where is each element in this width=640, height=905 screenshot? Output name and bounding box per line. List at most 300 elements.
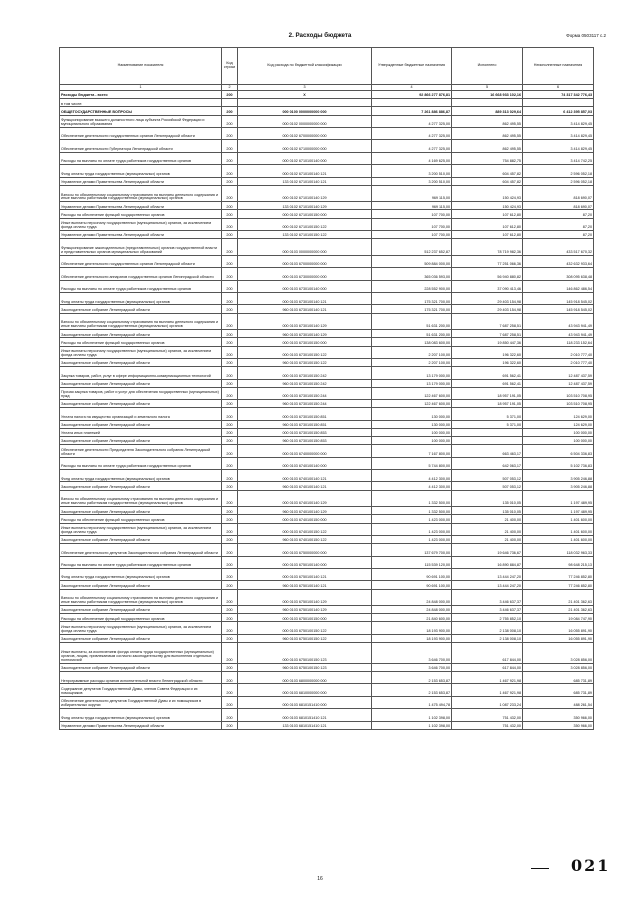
row-name: Расходы на обеспечение функций государственных органов (60, 614, 222, 622)
row-name: Законодательное собрание Ленинградской области (60, 420, 222, 428)
row-remaining (523, 99, 594, 107)
row-name: Иные выплаты, за исключением фонда оплаты труда государственных (муниципальных) органов, лицам, привлекаемым согласно законодательству для выполнения отдельных полномочий (60, 643, 222, 664)
row-line-code: 200 (222, 107, 238, 115)
row-classification-code: 000 0103 6750100150 122 (238, 622, 372, 634)
row-classification-code: 000 0103 6730100150 000 (238, 338, 372, 346)
column-index: 6 (523, 85, 594, 91)
row-classification-code: 000 0103 6740100140 129 (238, 490, 372, 507)
row-approved: 1 423 000,00 (372, 515, 452, 523)
row-classification-code: 000 0103 6810151410 121 (238, 709, 372, 721)
row-name: Закупка товаров, работ, услуг в сфере информационно-коммуникационных технологий (60, 367, 222, 379)
row-remaining: 3 414 829,45 (523, 127, 594, 139)
row-line-code: 200 (222, 140, 238, 152)
table-row (60, 379, 594, 387)
row-executed: 691 562,41 (452, 367, 523, 379)
row-classification-code: 000 0103 6750100150 123 (238, 643, 372, 664)
row-line-code: 200 (222, 672, 238, 684)
table-row (60, 408, 594, 420)
row-classification-code: 960 0103 6730100150 122 (238, 358, 372, 366)
row-executed: 37 090 413,46 (452, 280, 523, 292)
row-approved: 51 631 200,00 (372, 330, 452, 338)
row-executed: 751 432,00 (452, 721, 523, 729)
row-remaining: 2 596 052,18 (523, 177, 594, 185)
table-row (60, 556, 594, 568)
row-classification-code: 960 0103 6730100140 129 (238, 330, 372, 338)
table-row (60, 358, 594, 366)
table-row (60, 445, 594, 457)
row-classification-code: 000 0103 6730100140 000 (238, 280, 372, 292)
row-remaining: 16 055 891,90 (523, 622, 594, 634)
row-remaining: 87,20 (523, 218, 594, 230)
row-name: Законодательное собрание Ленинградской области (60, 581, 222, 589)
table-row (60, 268, 594, 280)
row-name: Уплата налога на имущество организаций и земельного налога (60, 408, 222, 420)
row-classification-code: 000 0102 6710100150 000 (238, 210, 372, 218)
column-header-remaining: Неисполненные назначения (523, 48, 594, 85)
row-line-code: 200 (222, 581, 238, 589)
table-row (60, 614, 594, 622)
row-classification-code: 960 0103 6730100140 121 (238, 305, 372, 313)
row-remaining: 2 010 777,40 (523, 346, 594, 358)
row-name: Расходы на обеспечение функций государственных органов (60, 210, 222, 218)
column-index: 5 (452, 85, 523, 91)
row-remaining: 1 197 489,95 (523, 490, 594, 507)
row-classification-code: 000 0102 6710100140 121 (238, 165, 372, 177)
row-name: Расходы на обеспечение функций государственных органов (60, 338, 222, 346)
table-row (60, 239, 594, 256)
row-remaining: 19 084 747,90 (523, 614, 594, 622)
row-remaining: 87,20 (523, 231, 594, 239)
row-remaining: 432 632 933,64 (523, 255, 594, 267)
table-row (60, 437, 594, 445)
row-name: Иные выплаты персоналу государственных (муниципальных) органов, за исключением фонда оплаты труда (60, 523, 222, 535)
table-row (60, 457, 594, 469)
row-remaining: 21 401 362,63 (523, 606, 594, 614)
row-executed: 107 612,80 (452, 231, 523, 239)
row-remaining: 16 055 891,90 (523, 634, 594, 642)
row-approved: 100 000,00 (372, 437, 452, 445)
row-line-code: 200 (222, 709, 238, 721)
row-classification-code: 960 0103 6750100150 123 (238, 663, 372, 671)
column-header-line-code: Код строки (222, 48, 238, 85)
row-remaining: 685 731,89 (523, 672, 594, 684)
row-classification-code: 000 0103 6730000000 000 (238, 268, 372, 280)
row-approved: 1 102 398,00 (372, 709, 452, 721)
row-remaining: 308 095 638,48 (523, 268, 594, 280)
row-approved: 107 700,00 (372, 218, 452, 230)
row-line-code: 200 (222, 470, 238, 482)
row-executed: 3 446 637,37 (452, 606, 523, 614)
row-line-code: 200 (222, 115, 238, 127)
row-approved: 13 179 000,00 (372, 367, 452, 379)
row-line-code: 200 (222, 268, 238, 280)
row-name: Управление делами Правительства Ленинградской области (60, 231, 222, 239)
row-name: Функционирование законодательных (представительных) органов государственной власти и представительных органов муниципальных образований (60, 239, 222, 256)
row-classification-code: 000 0103 6700000000 000 (238, 255, 372, 267)
row-line-code: 200 (222, 523, 238, 535)
row-line-code: 200 (222, 614, 238, 622)
row-executed: 7 687 258,51 (452, 313, 523, 330)
row-classification-code: 000 0103 6730100150 244 (238, 387, 372, 399)
row-name: Взносы по обязательному социальному страхованию на выплаты денежного содержания и иные выплаты работникам государственных (муниципальных) органов (60, 185, 222, 202)
row-classification-code: 000 0103 6740100140 121 (238, 470, 372, 482)
row-remaining: 118 032 963,33 (523, 544, 594, 556)
row-executed: 196 322,60 (452, 346, 523, 358)
row-approved: 1 475 494,78 (372, 696, 452, 708)
row-approved: 4 169 625,00 (372, 152, 452, 164)
row-remaining: 103 510 708,95 (523, 400, 594, 408)
table-row (60, 115, 594, 127)
row-name: Расходы на обеспечение функций государственных органов (60, 515, 222, 523)
row-approved: 2 207 100,00 (372, 358, 452, 366)
row-name: Законодательное собрание Ленинградской области (60, 482, 222, 490)
row-approved: 3 200 510,00 (372, 177, 452, 185)
row-line-code: 200 (222, 696, 238, 708)
row-remaining: 77 246 852,80 (523, 581, 594, 589)
row-line-code: 200 (222, 515, 238, 523)
row-name: Иные выплаты персоналу государственных (муниципальных) органов, за исключением фонда оплаты труда (60, 218, 222, 230)
row-line-code: 200 (222, 330, 238, 338)
row-executed: 18 957 191,05 (452, 387, 523, 399)
table-row (60, 91, 594, 99)
row-line-code: 200 (222, 379, 238, 387)
row-executed (452, 437, 523, 445)
row-name: Управление делами Правительства Ленинградской области (60, 177, 222, 185)
row-executed (452, 428, 523, 436)
table-row (60, 535, 594, 543)
table-row (60, 185, 594, 202)
row-classification-code: 000 0103 6730100150 851 (238, 408, 372, 420)
row-name: Законодательное собрание Ленинградской области (60, 379, 222, 387)
row-remaining: 145 918 545,02 (523, 305, 594, 313)
row-remaining: 12 487 437,59 (523, 379, 594, 387)
row-name: Фонд оплаты труда государственных (муниципальных) органов (60, 293, 222, 305)
row-executed: 18 957 191,05 (452, 400, 523, 408)
column-index: 4 (372, 85, 452, 91)
row-approved: 100 000,00 (372, 428, 452, 436)
table-row (60, 696, 594, 708)
table-row (60, 663, 594, 671)
row-line-code: 200 (222, 556, 238, 568)
row-line-code: 200 (222, 152, 238, 164)
row-line-code: 200 (222, 721, 238, 729)
row-name: Управление делами Правительства Ленинградской области (60, 721, 222, 729)
row-classification-code: 000 0100 0000000000 000 (238, 107, 372, 115)
row-classification-code: 960 0103 6730100150 851 (238, 420, 372, 428)
row-line-code: 200 (222, 177, 238, 185)
row-approved: 137 679 700,00 (372, 544, 452, 556)
row-classification-code (238, 99, 372, 107)
row-executed: 691 562,41 (452, 379, 523, 387)
row-executed: 107 612,80 (452, 218, 523, 230)
row-executed: 196 322,60 (452, 358, 523, 366)
row-name: Законодательное собрание Ленинградской области (60, 305, 222, 313)
row-approved: 512 237 652,87 (372, 239, 452, 256)
row-approved: 122 467 600,00 (372, 400, 452, 408)
row-line-code: 200 (222, 293, 238, 305)
row-executed: 3 446 637,37 (452, 589, 523, 606)
row-classification-code: 000 0103 6750100140 121 (238, 568, 372, 580)
row-approved: 1 423 000,00 (372, 523, 452, 535)
row-executed: 5 371,00 (452, 408, 523, 420)
row-line-code: 200 (222, 622, 238, 634)
row-classification-code: 133 0102 6710100140 129 (238, 202, 372, 210)
row-name: Обеспечение деятельности Председателя Законодательного собрания Ленинградской области (60, 445, 222, 457)
row-executed: 21 400,00 (452, 515, 523, 523)
row-remaining: 3 905 246,88 (523, 482, 594, 490)
table-row (60, 634, 594, 642)
row-executed: 2 138 008,10 (452, 622, 523, 634)
row-remaining: 1 197 489,95 (523, 507, 594, 515)
row-approved: 365 036 593,00 (372, 268, 452, 280)
row-executed: 617 844,00 (452, 663, 523, 671)
row-name: Управление делами Правительства Ленинградской области (60, 202, 222, 210)
row-remaining: 3 414 829,45 (523, 140, 594, 152)
row-name: Иные выплаты персоналу государственных (муниципальных) органов, за исключением фонда оплаты труда (60, 622, 222, 634)
table-row (60, 709, 594, 721)
table-row (60, 231, 594, 239)
row-line-code: 200 (222, 255, 238, 267)
table-row (60, 127, 594, 139)
column-index: 3 (238, 85, 372, 91)
row-approved: 2 153 653,87 (372, 684, 452, 696)
row-line-code: 200 (222, 490, 238, 507)
row-executed: 754 882,75 (452, 152, 523, 164)
row-executed: 507 053,12 (452, 470, 523, 482)
row-name: Обеспечение деятельности Губернатора Ленинградской области (60, 140, 222, 152)
row-approved: 509 884 000,00 (372, 255, 452, 267)
table-row (60, 218, 594, 230)
table-row (60, 202, 594, 210)
table-row (60, 589, 594, 606)
table-row (60, 107, 594, 115)
row-executed (452, 99, 523, 107)
row-remaining: 124 629,00 (523, 420, 594, 428)
row-remaining: 100 000,00 (523, 428, 594, 436)
row-name: Законодательное собрание Ленинградской области (60, 535, 222, 543)
row-approved: 92 866 277 876,81 (372, 91, 452, 99)
row-name: Обеспечение деятельности депутатов Государственной Думы и их помощников в избирательных округах (60, 696, 222, 708)
row-remaining: 818 690,07 (523, 202, 594, 210)
table-row (60, 305, 594, 313)
row-remaining: 103 510 708,95 (523, 387, 594, 399)
table-row (60, 210, 594, 218)
column-header-classification-code: Код расхода по бюджетной классификации (238, 48, 372, 85)
row-remaining: 1 401 600,00 (523, 523, 594, 535)
row-executed: 642 063,17 (452, 457, 523, 469)
row-executed: 29 403 154,98 (452, 305, 523, 313)
row-name: Фонд оплаты труда государственных (муниципальных) органов (60, 470, 222, 482)
row-approved: 18 193 900,00 (372, 622, 452, 634)
row-line-code: 200 (222, 231, 238, 239)
row-name: Обеспечение деятельности аппаратов государственных органов Ленинградской области (60, 268, 222, 280)
table-row (60, 568, 594, 580)
row-classification-code: 960 0103 6750100140 129 (238, 606, 372, 614)
row-line-code: 200 (222, 346, 238, 358)
row-remaining: 3 414 742,25 (523, 152, 594, 164)
row-remaining: 350 966,00 (523, 709, 594, 721)
row-classification-code: 000 0102 6710000000 000 (238, 140, 372, 152)
row-remaining: 74 317 342 776,43 (523, 91, 594, 99)
table-row (60, 721, 594, 729)
row-name: Непрограммные расходы органов исполнительной власти Ленинградской области (60, 672, 222, 684)
row-line-code (222, 99, 238, 107)
row-executed: 135 010,05 (452, 490, 523, 507)
row-classification-code: 000 0102 0000000000 000 (238, 115, 372, 127)
row-name: Иные выплаты персоналу государственных (муниципальных) органов, за исключением фонда оплаты труда (60, 346, 222, 358)
row-name: Законодательное собрание Ленинградской области (60, 634, 222, 642)
row-approved: 175 321 700,00 (372, 293, 452, 305)
row-line-code: 200 (222, 305, 238, 313)
expenditures-table (59, 47, 594, 730)
row-line-code: 200 (222, 663, 238, 671)
row-classification-code: 960 0103 6740100140 129 (238, 507, 372, 515)
row-approved (372, 99, 452, 107)
row-remaining: 98 648 215,13 (523, 556, 594, 568)
table-row (60, 523, 594, 535)
row-line-code: 200 (222, 185, 238, 202)
row-classification-code: 000 0103 6730100150 853 (238, 428, 372, 436)
row-line-code: 200 (222, 643, 238, 664)
row-classification-code: 000 0103 6750100140 129 (238, 589, 372, 606)
row-approved: 107 700,00 (372, 210, 452, 218)
row-name: Законодательное собрание Ленинградской области (60, 358, 222, 366)
row-remaining: 1 401 600,00 (523, 535, 594, 543)
row-remaining: 3 905 246,88 (523, 470, 594, 482)
row-line-code: 200 (222, 428, 238, 436)
table-row (60, 622, 594, 634)
column-index: 1 (60, 85, 222, 91)
row-line-code: 200 (222, 606, 238, 614)
row-approved: 51 631 200,00 (372, 313, 452, 330)
row-classification-code: 000 0103 6810000000 000 (238, 684, 372, 696)
table-row (60, 313, 594, 330)
row-line-code: 200 (222, 280, 238, 292)
row-name: Законодательное собрание Ленинградской области (60, 400, 222, 408)
row-name: Фонд оплаты труда государственных (муниципальных) органов (60, 165, 222, 177)
table-row (60, 280, 594, 292)
column-index: 2 (222, 85, 238, 91)
row-line-code: 200 (222, 127, 238, 139)
row-remaining: 21 401 362,63 (523, 589, 594, 606)
row-executed: 78 719 982,36 (452, 239, 523, 256)
row-executed: 1 467 921,98 (452, 672, 523, 684)
row-remaining: 2 010 777,40 (523, 358, 594, 366)
row-name: Прочая закупка товаров, работ и услуг для обеспечения государственных (муниципальных) нужд (60, 387, 222, 399)
table-row (60, 387, 594, 399)
table-row (60, 420, 594, 428)
row-name: Законодательное собрание Ленинградской области (60, 507, 222, 515)
row-executed: 862 495,55 (452, 140, 523, 152)
row-classification-code: 960 0103 6750100140 121 (238, 581, 372, 589)
row-approved: 24 848 000,00 (372, 589, 452, 606)
row-remaining: 3 028 856,00 (523, 663, 594, 671)
row-approved: 4 277 325,00 (372, 140, 452, 152)
row-executed: 507 053,12 (452, 482, 523, 490)
row-approved: 5 744 800,00 (372, 457, 452, 469)
row-line-code: 200 (222, 634, 238, 642)
section-title: 2. Расходы бюджета (288, 32, 352, 39)
row-line-code: 200 (222, 507, 238, 515)
row-remaining: 145 918 545,02 (523, 293, 594, 305)
row-line-code: 200 (222, 358, 238, 366)
row-executed: 150 424,93 (452, 185, 523, 202)
row-approved: 90 691 100,00 (372, 568, 452, 580)
row-line-code: 200 (222, 239, 238, 256)
row-classification-code: 960 0103 6740100140 121 (238, 482, 372, 490)
row-remaining: 818 690,07 (523, 185, 594, 202)
row-approved: 3 200 510,00 (372, 165, 452, 177)
table-row (60, 165, 594, 177)
row-classification-code: 133 0102 6710100140 121 (238, 177, 372, 185)
table-row (60, 367, 594, 379)
column-header-approved: Утвержденные бюджетные назначения (372, 48, 452, 85)
table-row (60, 400, 594, 408)
row-name: Фонд оплаты труда государственных (муниципальных) органов (60, 709, 222, 721)
row-name: Расходы на выплаты по оплате труда работников государственных органов (60, 280, 222, 292)
table-row (60, 338, 594, 346)
row-approved: 4 412 300,00 (372, 482, 452, 490)
row-remaining: 1 401 600,00 (523, 515, 594, 523)
row-classification-code: 000 0103 6730100150 122 (238, 346, 372, 358)
row-approved: 969 115,00 (372, 202, 452, 210)
row-executed: 2 755 852,10 (452, 614, 523, 622)
row-executed: 889 313 029,64 (452, 107, 523, 115)
row-approved: 175 321 700,00 (372, 305, 452, 313)
row-remaining: 100 000,00 (523, 437, 594, 445)
row-remaining: 12 487 437,59 (523, 367, 594, 379)
row-classification-code: X (238, 91, 372, 99)
row-remaining: 146 862 486,54 (523, 280, 594, 292)
row-remaining: 3 028 856,00 (523, 643, 594, 664)
row-classification-code: 000 0103 0000000000 000 (238, 239, 372, 256)
row-remaining: 488 261,54 (523, 696, 594, 708)
row-executed: 862 495,55 (452, 127, 523, 139)
row-classification-code: 000 0103 6800000000 000 (238, 672, 372, 684)
row-line-code: 200 (222, 437, 238, 445)
row-executed: 604 457,82 (452, 165, 523, 177)
stamp-dash (531, 868, 549, 869)
row-approved: 1 332 500,00 (372, 507, 452, 515)
row-remaining: 350 966,00 (523, 721, 594, 729)
row-executed: 1 087 233,24 (452, 696, 523, 708)
row-approved: 90 691 100,00 (372, 581, 452, 589)
row-name: Законодательное собрание Ленинградской области (60, 663, 222, 671)
row-executed: 19 850 447,36 (452, 338, 523, 346)
row-name: Расходы на выплаты по оплате труда работников государственных органов (60, 152, 222, 164)
row-executed: 150 424,93 (452, 202, 523, 210)
row-line-code: 200 (222, 568, 238, 580)
table-row (60, 140, 594, 152)
row-line-code: 200 (222, 165, 238, 177)
row-approved: 4 277 325,00 (372, 115, 452, 127)
row-classification-code: 000 0103 6730100140 121 (238, 293, 372, 305)
row-name: Расходы бюджета - всего (60, 91, 222, 99)
row-line-code: 200 (222, 218, 238, 230)
row-line-code: 200 (222, 408, 238, 420)
row-executed: 16 668 933 102,16 (452, 91, 523, 99)
row-classification-code: 960 0103 6730100150 853 (238, 437, 372, 445)
row-line-code: 200 (222, 684, 238, 696)
row-line-code: 200 (222, 338, 238, 346)
table-row (60, 470, 594, 482)
table-row (60, 490, 594, 507)
table-row (60, 544, 594, 556)
row-name: Взносы по обязательному социальному страхованию на выплаты денежного содержания и иные выплаты работникам государственных (муниципальных) органов (60, 490, 222, 507)
row-name: Законодательное собрание Ленинградской области (60, 330, 222, 338)
row-remaining: 6 504 336,83 (523, 445, 594, 457)
row-executed: 21 400,00 (452, 523, 523, 535)
